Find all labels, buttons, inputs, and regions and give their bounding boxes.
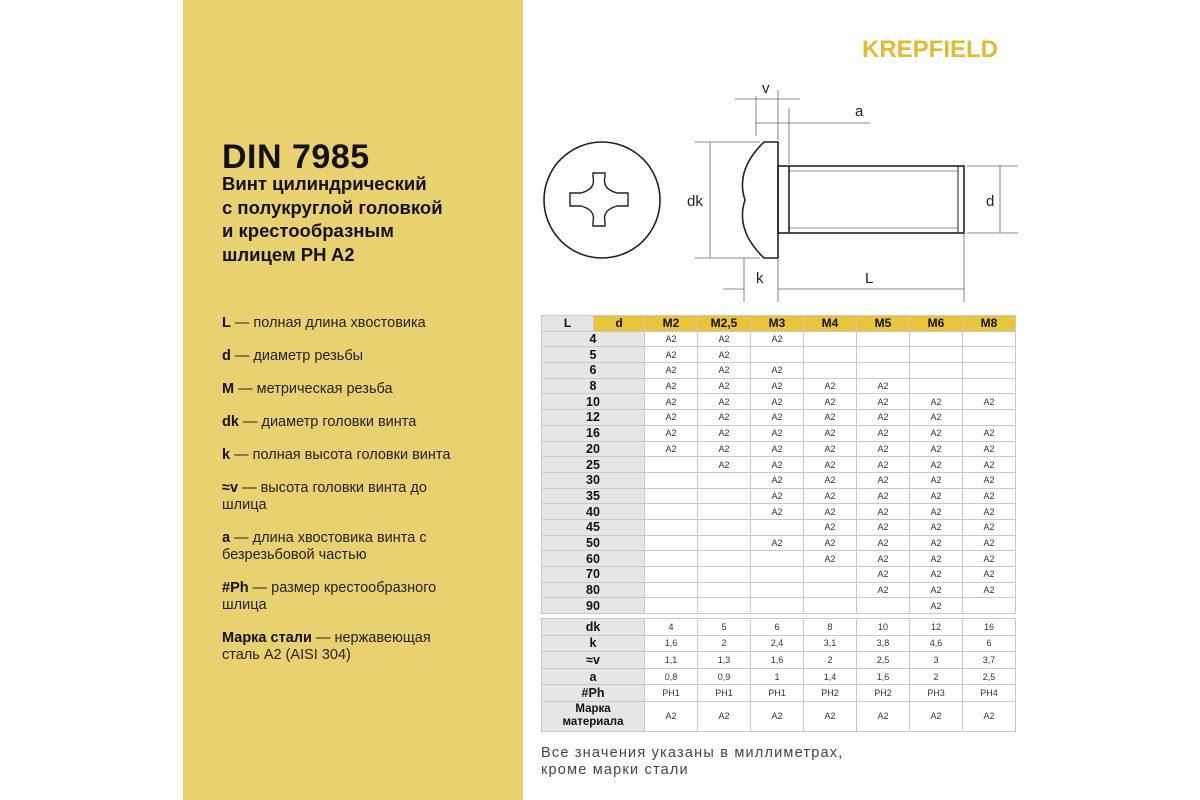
availability-cell <box>963 331 1016 347</box>
availability-cell <box>963 410 1016 426</box>
availability-cell: A2 <box>698 394 751 410</box>
corner-d-header: d <box>594 316 645 332</box>
availability-cell <box>645 567 698 583</box>
column-header: M5 <box>857 316 910 332</box>
column-header: M4 <box>804 316 857 332</box>
availability-cell <box>751 598 804 614</box>
page-title: DIN 7985 <box>222 138 370 176</box>
availability-cell: A2 <box>804 425 857 441</box>
length-label: 25 <box>542 457 645 473</box>
availability-cell: A2 <box>910 598 963 614</box>
availability-cell: A2 <box>963 535 1016 551</box>
legend-item <box>222 580 482 614</box>
dimension-value: PH1 <box>698 685 751 702</box>
dimension-value: 2 <box>698 635 751 652</box>
table-row <box>542 457 1016 473</box>
availability-cell <box>963 378 1016 394</box>
column-header: M6 <box>910 316 963 332</box>
legend-key: a <box>222 530 231 546</box>
availability-cell <box>645 457 698 473</box>
availability-cell <box>910 347 963 363</box>
dimension-label: k <box>542 635 645 652</box>
availability-cell: A2 <box>698 410 751 426</box>
availability-cell <box>963 347 1016 363</box>
dim-label-v: v <box>762 80 770 97</box>
screw-head-side-view <box>742 142 778 258</box>
legend-text: — диаметр резьбы <box>230 348 364 364</box>
dim-label-L: L <box>865 270 874 287</box>
legend-text: — полная высота головки винта <box>230 447 451 463</box>
legend-item <box>222 480 452 514</box>
availability-cell: A2 <box>645 331 698 347</box>
table-row <box>542 551 1016 567</box>
column-header: M3 <box>751 316 804 332</box>
availability-cell: A2 <box>645 378 698 394</box>
table-row <box>542 472 1016 488</box>
dimension-value: 16 <box>963 619 1016 636</box>
availability-cell: A2 <box>698 378 751 394</box>
availability-cell: A2 <box>751 535 804 551</box>
availability-cell <box>857 363 910 379</box>
availability-cell <box>698 472 751 488</box>
availability-cell: A2 <box>857 472 910 488</box>
availability-cell <box>698 519 751 535</box>
availability-cell: A2 <box>857 378 910 394</box>
availability-cell: A2 <box>804 378 857 394</box>
dimension-value: A2 <box>963 701 1016 731</box>
availability-cell <box>645 598 698 614</box>
availability-cell <box>645 551 698 567</box>
legend-text: — диаметр головки винта <box>238 414 417 430</box>
availability-cell: A2 <box>963 441 1016 457</box>
availability-cell: A2 <box>910 410 963 426</box>
legend-item <box>222 530 457 564</box>
availability-cell: A2 <box>857 441 910 457</box>
availability-cell: A2 <box>857 488 910 504</box>
legend-item <box>222 348 512 365</box>
dimension-value: A2 <box>910 701 963 731</box>
table-header-row <box>542 316 1016 332</box>
dimension-label: a <box>542 668 645 685</box>
table-row <box>542 701 1016 731</box>
availability-cell <box>751 567 804 583</box>
table-row <box>542 635 1016 652</box>
availability-cell <box>857 347 910 363</box>
availability-cell: A2 <box>804 504 857 520</box>
availability-cell <box>751 551 804 567</box>
availability-cell: A2 <box>751 504 804 520</box>
availability-cell <box>751 519 804 535</box>
availability-cell <box>751 347 804 363</box>
dimension-value: 6 <box>963 635 1016 652</box>
dimension-value: PH2 <box>804 685 857 702</box>
table-row <box>542 410 1016 426</box>
table-row <box>542 488 1016 504</box>
availability-cell <box>804 347 857 363</box>
availability-cell: A2 <box>804 535 857 551</box>
dimension-value: 12 <box>910 619 963 636</box>
availability-cell: A2 <box>910 519 963 535</box>
dimension-value: 0,8 <box>645 668 698 685</box>
availability-cell: A2 <box>804 394 857 410</box>
length-label: 80 <box>542 582 645 598</box>
footnote <box>541 745 843 779</box>
availability-cell: A2 <box>910 535 963 551</box>
dim-label-k: k <box>756 270 764 287</box>
dimension-value: 1,6 <box>645 635 698 652</box>
table-row <box>542 363 1016 379</box>
length-label: 70 <box>542 567 645 583</box>
availability-cell <box>698 582 751 598</box>
availability-cell <box>698 551 751 567</box>
legend-item <box>222 381 512 398</box>
availability-cell: A2 <box>804 472 857 488</box>
legend-text: — метрическая резьба <box>234 381 393 397</box>
availability-cell <box>698 488 751 504</box>
table-row <box>542 668 1016 685</box>
availability-cell: A2 <box>645 363 698 379</box>
dimension-value: 2 <box>910 668 963 685</box>
table-row <box>542 519 1016 535</box>
availability-cell <box>804 363 857 379</box>
availability-cell <box>645 519 698 535</box>
availability-cell: A2 <box>910 472 963 488</box>
availability-cell: A2 <box>751 331 804 347</box>
length-label: 90 <box>542 598 645 614</box>
availability-cell <box>910 378 963 394</box>
availability-cell: A2 <box>645 394 698 410</box>
screw-head-top-view <box>544 142 660 258</box>
availability-cell <box>857 331 910 347</box>
dimensions-table-body <box>542 619 1016 732</box>
dimension-value: A2 <box>804 701 857 731</box>
table-row <box>542 394 1016 410</box>
table-row <box>542 598 1016 614</box>
table-row <box>542 441 1016 457</box>
availability-cell: A2 <box>857 504 910 520</box>
legend-key: d <box>222 348 231 364</box>
legend-key: dk <box>222 414 239 430</box>
availability-cell <box>645 535 698 551</box>
legend-key: Марка стали <box>222 630 312 646</box>
availability-cell: A2 <box>910 567 963 583</box>
dimension-value: 3 <box>910 652 963 669</box>
legend-text: — нержавеющая сталь A2 (AISI 304) <box>222 630 431 663</box>
availability-cell: A2 <box>751 425 804 441</box>
availability-cell <box>698 504 751 520</box>
dimension-value: 2 <box>804 652 857 669</box>
dimension-value: 3,1 <box>804 635 857 652</box>
product-subtitle <box>222 172 512 266</box>
dimension-label: dk <box>542 619 645 636</box>
availability-cell: A2 <box>751 441 804 457</box>
availability-cell: A2 <box>804 457 857 473</box>
availability-cell: A2 <box>698 441 751 457</box>
availability-cell: A2 <box>963 519 1016 535</box>
availability-cell <box>645 582 698 598</box>
legend-list <box>222 315 512 680</box>
dimension-value: 4,6 <box>910 635 963 652</box>
phillips-recess-icon <box>570 173 628 226</box>
length-label: 50 <box>542 535 645 551</box>
length-label: 40 <box>542 504 645 520</box>
legend-item <box>222 315 512 332</box>
footnote-line: Все значения указаны в миллиметрах, <box>541 745 844 761</box>
availability-cell: A2 <box>857 551 910 567</box>
dimension-value: 2,5 <box>857 652 910 669</box>
availability-cell <box>910 331 963 347</box>
length-label: 6 <box>542 363 645 379</box>
dimension-value: 8 <box>804 619 857 636</box>
dimension-value: 1,6 <box>857 668 910 685</box>
length-label: 45 <box>542 519 645 535</box>
dimension-value: 3,8 <box>857 635 910 652</box>
availability-cell: A2 <box>698 363 751 379</box>
availability-cell: A2 <box>751 457 804 473</box>
availability-cell <box>751 582 804 598</box>
availability-cell: A2 <box>910 551 963 567</box>
availability-cell <box>645 504 698 520</box>
dimension-value: PH1 <box>645 685 698 702</box>
availability-cell: A2 <box>857 519 910 535</box>
screw-technical-drawing <box>530 80 1020 310</box>
availability-cell: A2 <box>963 425 1016 441</box>
subtitle-line: Винт цилиндрический <box>222 173 427 194</box>
availability-cell: A2 <box>910 441 963 457</box>
table-row <box>542 535 1016 551</box>
length-label: 10 <box>542 394 645 410</box>
availability-cell: A2 <box>698 457 751 473</box>
length-label: 16 <box>542 425 645 441</box>
legend-item <box>222 630 467 664</box>
table-row <box>542 425 1016 441</box>
length-label: 30 <box>542 472 645 488</box>
availability-cell: A2 <box>963 394 1016 410</box>
availability-cell <box>963 363 1016 379</box>
availability-cell: A2 <box>963 457 1016 473</box>
availability-cell: A2 <box>645 347 698 363</box>
dimension-label: ≈v <box>542 652 645 669</box>
length-label: 5 <box>542 347 645 363</box>
table-row <box>542 582 1016 598</box>
column-header: M2 <box>645 316 698 332</box>
length-table-body <box>542 331 1016 613</box>
availability-cell: A2 <box>645 410 698 426</box>
legend-item <box>222 447 512 464</box>
availability-cell <box>698 598 751 614</box>
availability-cell: A2 <box>857 567 910 583</box>
availability-cell <box>804 567 857 583</box>
dim-label-a: a <box>855 103 864 120</box>
dimension-value: 3,7 <box>963 652 1016 669</box>
dimension-value: 0,9 <box>698 668 751 685</box>
length-label: 4 <box>542 331 645 347</box>
availability-cell: A2 <box>910 504 963 520</box>
availability-cell: A2 <box>963 488 1016 504</box>
availability-cell: A2 <box>804 488 857 504</box>
legend-item <box>222 414 512 431</box>
availability-cell <box>698 567 751 583</box>
dimensions-table <box>541 618 1016 732</box>
legend-key: ≈v <box>222 480 239 496</box>
dim-label-dk: dk <box>687 193 703 210</box>
subtitle-line: шлицем PH A2 <box>222 243 355 265</box>
availability-cell: A2 <box>963 582 1016 598</box>
legend-text: — размер крестообразного шлица <box>222 580 437 613</box>
column-header: M8 <box>963 316 1016 332</box>
availability-cell: A2 <box>751 363 804 379</box>
availability-cell <box>910 363 963 379</box>
legend-key: M <box>222 381 235 397</box>
availability-cell: A2 <box>963 472 1016 488</box>
dimension-value: 1,6 <box>751 652 804 669</box>
dimension-value: 5 <box>698 619 751 636</box>
table-row <box>542 685 1016 702</box>
availability-cell: A2 <box>910 457 963 473</box>
legend-text: — длина хвостовика винта с безрезьбовой частью <box>222 530 427 563</box>
dimension-label: Марка материала <box>542 701 645 731</box>
availability-cell: A2 <box>698 347 751 363</box>
availability-cell: A2 <box>804 410 857 426</box>
availability-cell: A2 <box>698 331 751 347</box>
subtitle-line: и крестообразным <box>222 220 394 241</box>
availability-cell <box>698 535 751 551</box>
dimension-value: 1,3 <box>698 652 751 669</box>
dimension-value: PH2 <box>857 685 910 702</box>
length-label: 8 <box>542 378 645 394</box>
availability-cell <box>857 598 910 614</box>
table-row <box>542 567 1016 583</box>
availability-cell: A2 <box>857 535 910 551</box>
availability-cell: A2 <box>751 488 804 504</box>
dimension-value: 6 <box>751 619 804 636</box>
length-label: 20 <box>542 441 645 457</box>
availability-cell: A2 <box>857 410 910 426</box>
screw-shank <box>778 166 964 233</box>
availability-cell: A2 <box>804 551 857 567</box>
table-row <box>542 652 1016 669</box>
brand-logo: KREPFIELD <box>862 36 999 63</box>
availability-cell <box>645 488 698 504</box>
availability-cell: A2 <box>804 519 857 535</box>
availability-cell: A2 <box>751 472 804 488</box>
length-label: 12 <box>542 410 645 426</box>
availability-cell: A2 <box>910 582 963 598</box>
length-label: 35 <box>542 488 645 504</box>
length-availability-table <box>541 315 1016 614</box>
availability-cell: A2 <box>804 441 857 457</box>
dimension-value: A2 <box>645 701 698 731</box>
table-row <box>542 331 1016 347</box>
availability-cell: A2 <box>910 394 963 410</box>
footnote-line: кроме марки стали <box>541 762 689 778</box>
availability-cell: A2 <box>645 425 698 441</box>
availability-cell <box>804 598 857 614</box>
availability-cell <box>804 582 857 598</box>
availability-cell: A2 <box>910 425 963 441</box>
dimension-value: 1,4 <box>804 668 857 685</box>
table-row <box>542 504 1016 520</box>
dimension-value: 1,1 <box>645 652 698 669</box>
availability-cell: A2 <box>910 488 963 504</box>
legend-text: — полная длина хвостовика <box>230 315 426 331</box>
dimension-value: A2 <box>751 701 804 731</box>
dimension-value: 2,4 <box>751 635 804 652</box>
availability-cell <box>645 472 698 488</box>
availability-cell: A2 <box>645 441 698 457</box>
availability-cell: A2 <box>963 567 1016 583</box>
table-row <box>542 619 1016 636</box>
availability-cell: A2 <box>751 410 804 426</box>
length-label: 60 <box>542 551 645 567</box>
legend-key: #Ph <box>222 580 249 596</box>
availability-cell: A2 <box>698 425 751 441</box>
subtitle-line: с полукруглой головкой <box>222 196 443 218</box>
dimension-value: A2 <box>857 701 910 731</box>
dimension-value: PH1 <box>751 685 804 702</box>
legend-key: L <box>222 315 231 331</box>
dimension-value: PH3 <box>910 685 963 702</box>
availability-cell: A2 <box>963 504 1016 520</box>
dimension-label: #Ph <box>542 685 645 702</box>
legend-text: — высота головки винта до шлица <box>222 480 427 513</box>
availability-cell: A2 <box>751 378 804 394</box>
availability-cell: A2 <box>857 582 910 598</box>
dimension-value: 2,5 <box>963 668 1016 685</box>
availability-cell: A2 <box>857 457 910 473</box>
table-row <box>542 347 1016 363</box>
availability-cell <box>963 598 1016 614</box>
availability-cell: A2 <box>857 425 910 441</box>
dimension-value: 1 <box>751 668 804 685</box>
availability-cell: A2 <box>751 394 804 410</box>
legend-key: k <box>222 447 231 463</box>
corner-L-header: L <box>542 316 594 332</box>
availability-cell: A2 <box>963 551 1016 567</box>
table-row <box>542 378 1016 394</box>
dimension-value: 10 <box>857 619 910 636</box>
dimension-value: 4 <box>645 619 698 636</box>
column-header: M2,5 <box>698 316 751 332</box>
availability-cell: A2 <box>857 394 910 410</box>
dim-label-d: d <box>986 193 995 210</box>
availability-cell <box>804 331 857 347</box>
dimension-value: PH4 <box>963 685 1016 702</box>
dimension-value: A2 <box>698 701 751 731</box>
